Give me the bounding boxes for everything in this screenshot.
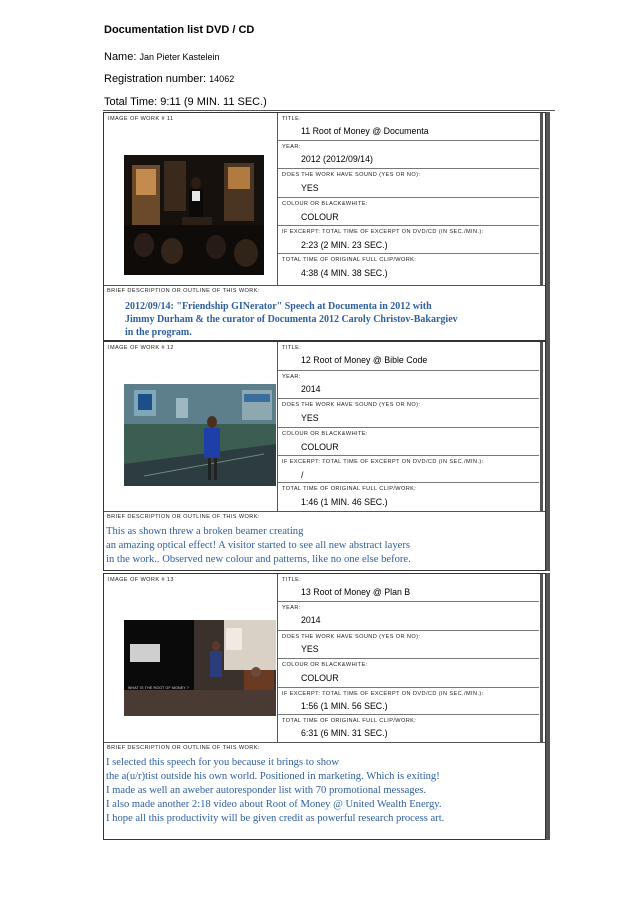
excerpt-label: IF EXCERPT: TOTAL TIME OF EXCERPT ON DVD/CD (IN SEC./MIN.): (282, 691, 484, 697)
full-time-label: TOTAL TIME OF ORIGINAL FULL CLIP/WORK: (282, 718, 417, 724)
description-cell (104, 742, 545, 842)
sound-value: YES (301, 183, 319, 193)
name-label: Name: (104, 51, 137, 63)
year-field (278, 141, 539, 169)
description-label: BRIEF DESCRIPTION OR OUTLINE OF THIS WORK: (107, 745, 260, 751)
description-line: I hope all this productivity will be given credit as powerful research process art. (106, 813, 445, 824)
work-block-11 (103, 112, 546, 341)
year-label: YEAR: (282, 605, 301, 611)
work-block-12 (103, 341, 546, 571)
description-text (125, 300, 535, 339)
excerpt-value: / (301, 470, 304, 480)
cell-border (540, 113, 543, 285)
registration-label: Registration number: (104, 73, 207, 85)
header-divider (103, 110, 555, 111)
colour-label: COLOUR OR BLACK&WHITE: (282, 662, 368, 668)
work-image (124, 384, 276, 486)
sound-field (278, 169, 539, 198)
colour-value: COLOUR (301, 673, 339, 683)
documenta-scene-image (124, 155, 264, 275)
bible-code-studio-image (124, 384, 276, 486)
block-shadow (546, 341, 550, 571)
title-label: TITLE: (282, 345, 302, 351)
year-value: 2012 (2012/09/14) (301, 154, 373, 164)
image-cell (104, 574, 278, 742)
year-field (278, 602, 539, 631)
description-line: Jimmy Durham & the curator of Documenta 2012 Caroly Christov-Bakargiev (125, 314, 458, 325)
excerpt-label: IF EXCERPT: TOTAL TIME OF EXCERPT ON DVD/CD (IN SEC./MIN.): (282, 459, 484, 465)
description-text (106, 756, 542, 826)
description-line: This as shown threw a broken beamer creating (106, 526, 304, 537)
full-time-field (278, 715, 539, 742)
block-shadow (546, 573, 550, 840)
registration-line (104, 73, 234, 85)
colour-field (278, 198, 539, 226)
total-time-value: 9:11 (9 MIN. 11 SEC.) (160, 96, 267, 108)
name-value: Jan Pieter Kastelein (139, 52, 220, 62)
sound-label: DOES THE WORK HAVE SOUND (YES OR NO): (282, 402, 421, 408)
description-label: BRIEF DESCRIPTION OR OUTLINE OF THIS WORK: (107, 288, 260, 294)
description-line: an amazing optical effect! A visitor started to see all new abstract layers (106, 540, 410, 551)
year-field (278, 371, 539, 399)
description-label: BRIEF DESCRIPTION OR OUTLINE OF THIS WORK: (107, 514, 260, 520)
sound-label: DOES THE WORK HAVE SOUND (YES OR NO): (282, 172, 421, 178)
description-line: I also made another 2:18 video about Root of Money @ United Wealth Energy. (106, 799, 442, 810)
description-line: in the work.. Observed new colour and patterns, like no one else before. (106, 554, 411, 565)
description-line: I made as well an aweber autoresponder list with 70 promotional messages. (106, 785, 427, 796)
name-line (104, 51, 220, 63)
title-field (278, 342, 539, 371)
block-shadow (546, 112, 550, 341)
image-label: IMAGE OF WORK # 13 (108, 577, 174, 583)
title-field (278, 113, 539, 141)
year-value: 2014 (301, 384, 321, 394)
year-label: YEAR: (282, 144, 301, 150)
cell-border (540, 574, 543, 742)
year-label: YEAR: (282, 374, 301, 380)
work-block-13 (103, 573, 546, 840)
sound-value: YES (301, 644, 319, 654)
colour-value: COLOUR (301, 442, 339, 452)
cell-border (540, 342, 543, 511)
image-cell (104, 113, 278, 285)
work-image (124, 620, 276, 716)
colour-label: COLOUR OR BLACK&WHITE: (282, 201, 368, 207)
image-label: IMAGE OF WORK # 11 (108, 116, 174, 122)
title-value: 11 Root of Money @ Documenta (301, 126, 429, 136)
excerpt-field (278, 226, 539, 254)
title-label: TITLE: (282, 577, 302, 583)
excerpt-field (278, 456, 539, 483)
full-time-value: 4:38 (4 MIN. 38 SEC.) (301, 268, 388, 278)
total-time-line (104, 96, 267, 108)
sound-field (278, 631, 539, 659)
full-time-field (278, 483, 539, 511)
excerpt-value: 1:56 (1 MIN. 56 SEC.) (301, 701, 388, 711)
description-line: the a(u/r)tist outside his own world. Positioned in marketing. Which is exiting! (106, 771, 440, 782)
full-time-label: TOTAL TIME OF ORIGINAL FULL CLIP/WORK: (282, 257, 417, 263)
registration-value: 14062 (209, 74, 235, 84)
description-line: 2012/09/14: "Friendship GINerator" Speech at Documenta in 2012 with (125, 301, 432, 312)
total-time-label: Total Time: (104, 96, 158, 108)
excerpt-value: 2:23 (2 MIN. 23 SEC.) (301, 240, 388, 250)
plan-b-presentation-image (124, 620, 276, 716)
title-value: 13 Root of Money @ Plan B (301, 587, 411, 597)
description-line: in the program. (125, 327, 192, 338)
title-value: 12 Root of Money @ Bible Code (301, 355, 428, 365)
colour-label: COLOUR OR BLACK&WHITE: (282, 431, 368, 437)
title-field (278, 574, 539, 602)
slide-caption: WHAT IS THE ROOT OF MONEY ? (128, 686, 190, 690)
image-label: IMAGE OF WORK # 12 (108, 345, 174, 351)
sound-field (278, 399, 539, 428)
title-label: TITLE: (282, 116, 302, 122)
full-time-value: 1:46 (1 MIN. 46 SEC.) (301, 497, 388, 507)
excerpt-label: IF EXCERPT: TOTAL TIME OF EXCERPT ON DVD/CD (IN SEC./MIN.): (282, 229, 484, 235)
work-image (124, 155, 264, 275)
full-time-value: 6:31 (6 MIN. 31 SEC.) (301, 728, 388, 738)
description-cell (104, 285, 545, 343)
sound-value: YES (301, 413, 319, 423)
description-text (106, 525, 536, 567)
colour-value: COLOUR (301, 212, 339, 222)
image-cell (104, 342, 278, 511)
colour-field (278, 659, 539, 688)
full-time-label: TOTAL TIME OF ORIGINAL FULL CLIP/WORK: (282, 486, 417, 492)
colour-field (278, 428, 539, 456)
sound-label: DOES THE WORK HAVE SOUND (YES OR NO): (282, 634, 421, 640)
full-time-field (278, 254, 539, 285)
document-title: Documentation list DVD / CD (104, 24, 255, 36)
description-line: I selected this speech for you because it brings to show (106, 757, 340, 768)
year-value: 2014 (301, 615, 321, 625)
description-cell (104, 511, 545, 573)
excerpt-field (278, 688, 539, 715)
